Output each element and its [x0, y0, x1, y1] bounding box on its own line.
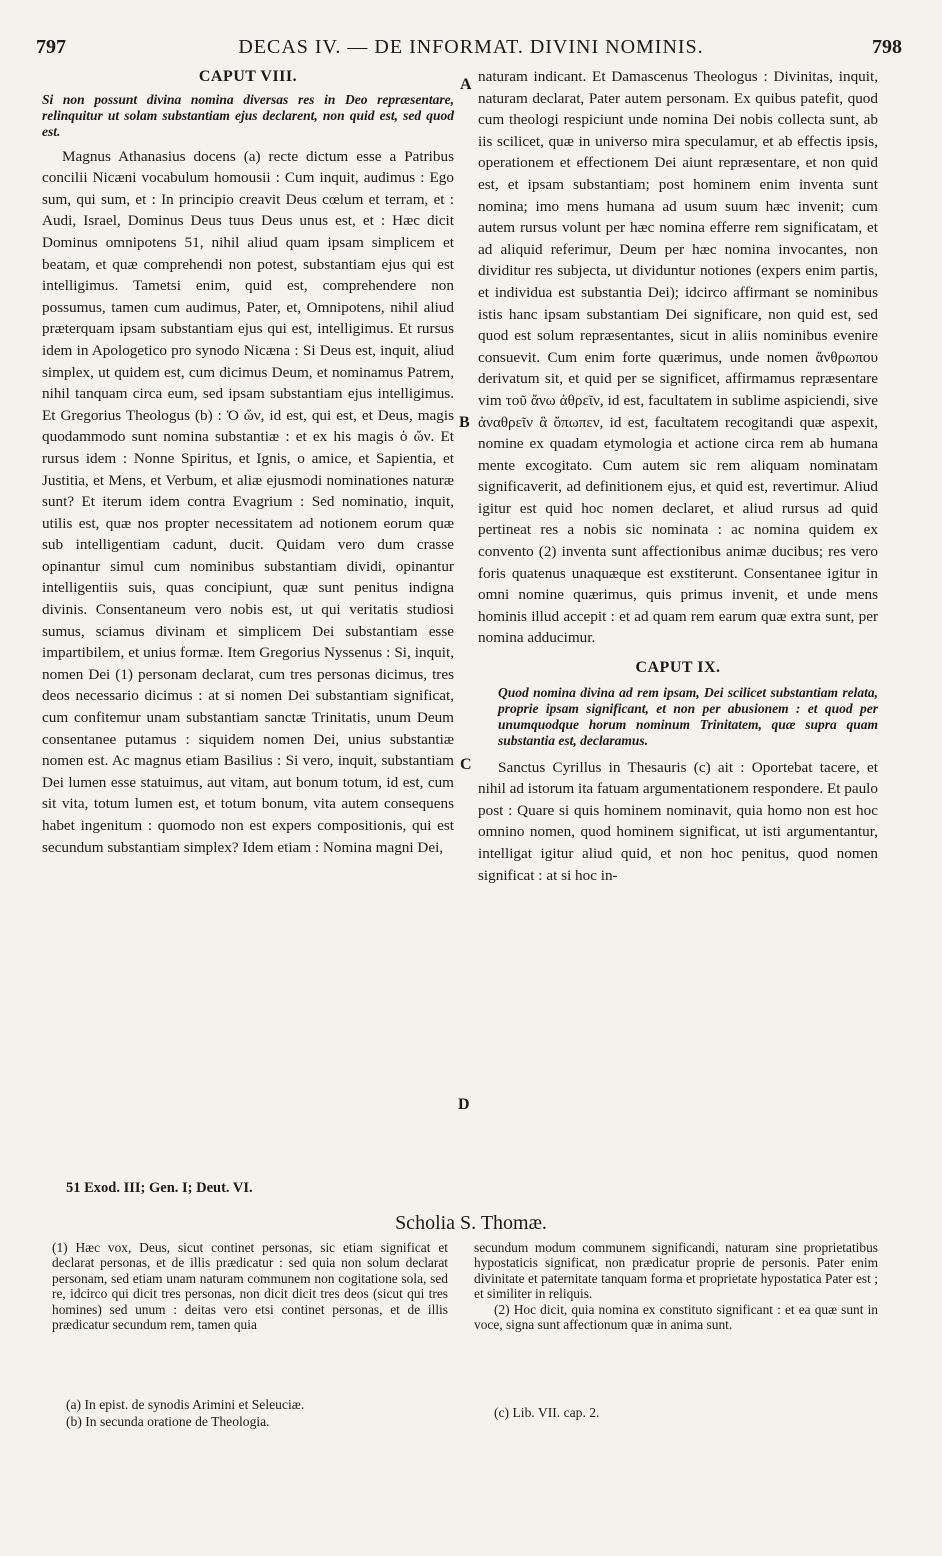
left-column: [42, 66, 454, 858]
margin-letter-a: A: [460, 76, 472, 93]
scholia-right-column: [474, 1240, 878, 1332]
scholia-note-1: (1) Hæc vox, Deus, sicut continet personas, sic etiam significat et declarat personas, et de illis prædicatur : sed quia non solum declarat personam, sed etiam unam naturam communem non cogitatione sola, sed re, idcirco qui dicit tres personas, non dicit dicit tres deos (sicut qui tres homines) sed unum : deitas vero etsi continet personas, et de illis prædicatur secundum rem, tamen quia: [52, 1240, 448, 1333]
footnote-51: 51 Exod. III; Gen. I; Deut. VI.: [66, 1180, 253, 1196]
chapter-summary-ix: Quod nomina divina ad rem ipsam, Dei scilicet substantiam relata, proprie ipsam significant, et non per abusionem : et quod per unumquodque horum nominum Trinitatem, quæ supra quam substantia est, declaramus.: [498, 684, 878, 748]
margin-letter-d: D: [458, 1096, 470, 1113]
right-column: [478, 66, 878, 886]
margin-letter-b: B: [459, 414, 470, 431]
scholia-title: Scholia S. Thomæ.: [395, 1212, 547, 1234]
chapter-summary-viii: Si non possunt divina nomina diversas res in Deo repræsentare, relinquitur ut solam substantiam ejus declarent, non quid est, sed quod est.: [42, 91, 454, 139]
scholia-note-2: (2) Hoc dicit, quia nomina ex constituto significant : et ea quæ sunt in voce, signa sunt affectionum quæ in anima sunt.: [474, 1301, 878, 1333]
chapter-heading-ix: CAPUT IX.: [635, 659, 721, 677]
chapter-heading-viii: CAPUT VIII.: [198, 68, 298, 85]
right-column-continuation: naturam indicant. Et Damascenus Theologus : Divinitas, inquit, naturam declarat, Pater autem personam. Ex quibus patefit, quod cum theologi respiciunt unde nomina Dei nobis collecta sunt, ab iis scilicet, quæ in universo mira speculamur, et ab effectis ipsis, operationem et effectionem Dei aiunt repræsentare, et non quid est, et ipsam substantiam; post hominem enim inventa sunt nomina; imo mens humana ad usum suum hæc invenit; cum autem rursus volunt per hæc nomina efferre rem significatam, et ad aliquid referimur, Deum per hæc nomina invocantes, non dividitur res subjecta, ut dividuntur notiones (expers enim partis, et individua est substantia Dei); idcirco affirmant se nominibus istis hanc ipsam substantiam Dei significare, non quid est, sed quod est solum repræsentantes, sicut in aliis nominibus evenire consuevit. Cum enim forte quærimus, unde nomen ἄνθρωπου derivatum sit, et quid per se significet, affirmamus repræsentare vim τοῦ ἄνω ἀθρεῖν, id est, facultatem in sublime aspiciendi, sive ἀναθρεῖν ἃ ὄπωπεν, id est, facultatem recogitandi quæ aspexit, nomine ex quadam etymologia et actione circa rem ab humana mente excogitato. Cum autem sic rem aliquam nominatam significaverit, ad definitionem ejus, et quid est, revertimur. Aliud igitur est quid hoc nomen declaret, et aliud rursus ad quid pertineat res a nobis sic nominata : ac nomina quidem ex convento (2) inventa sunt affectionibus animæ ducibus; res vero foris quatenus unaquæque est exstiterunt. Consentanee igitur in omni nomine quærimus, quis primus invenit, et unde mens hominis illud accepit : et ad quam rem earum quæ extra sunt, per nomina adducimur.: [478, 68, 878, 647]
footnotes-left: [66, 1396, 304, 1430]
page-number-right: 798: [872, 36, 902, 58]
page-number-left: 797: [36, 36, 66, 58]
footnote-a: (a) In epist. de synodis Arimini et Seleuciæ.: [66, 1397, 305, 1412]
chapter-viii-body: Magnus Athanasius docens (a) recte dictum esse a Patribus concilii Nicæni vocabulum homousii : Cum inquit, audimus : Ego sum, qui sum, et : In principio creavit Deus cœlum et terram, et : Audi, Israel, Dominus Deus tuus Deus unus est, et : Hæc dicit Dominus omnipotens 51, nihil aliud quam ipsam simplicem et beatam, et quæ comprehendi non potest, substantiam ejus qui est intelligimus. Tametsi enim, quid est, comprehendere non possumus, tamen cum audimus, Pater, et, Omnipotens, nihil aliud præterquam ipsam substantiam ejus qui est, intelligimus. Et rursus idem in Apologetico pro synodo Nicæna : Si Deus est, inquit, aliud simplex, ut quidem est, cum dicimus Deum, et nominamus Patrem, nihil tanquam circa eum, sed ipsam substantiam ejus intelligimus. Et Gregorius Theologus (b) : Ὁ ὤν, id est, qui est, et Deus, magis quodammodo sunt nomina substantiæ : et ex his magis ὁ ὤν. Et rursus idem : Nonne Spiritus, et Ignis, o amice, et Sapientia, et Justitia, et Mens, et Verbum, et aliæ ejusmodi nominationes naturæ sunt? Et iterum idem contra Evagrium : Sed nominatio, inquit, utilis est, quæ nos propter necessitatem ad notionem eorum quæ sub intelligentiam cadunt, ducit. Quidam vero dum crasse opinantur simul cum nominibus substantiam dividi, opinantur intelligentiis suis, quas concipiunt, quæ sunt penitus indigna divinis. Consentaneum vero nobis est, ut qui veritatis studiosi sumus, sciamus divinam et simplicem Dei substantiam esse impartibilem, et unius formæ. Item Gregorius Nyssenus : Si, inquit, nomen Dei (1) personam declarat, cum tres personas dicimus, tres deos necessario dicimus : at si nomen Dei substantiam significat, cum confitemur unam substantiam sanctæ Trinitatis, unum Deum consentanee putamus : siquidem nomen Dei, unius substantiæ nomen est. Ac magnus etiam Basilius : Si vero, inquit, substantiam Dei lumen esse statuimus, aut vitam, aut bonum totum, id est, cum sit vita, totum lumen est, et totum bonum, vita autem consequens habet ingenitum : quomodo non est expers compositionis, qui est secundum substantiam simplex? Idem etiam : Nomina magni Dei,: [42, 147, 454, 856]
running-title: DECAS IV. — DE INFORMAT. DIVINI NOMINIS.: [238, 36, 704, 58]
scholia-note-1-continued: secundum modum communem significandi, naturam sine proprietatibus hypostaticis significat, non prædicatur proprie de personis. Pater enim divinitate et paternitate tanquam forma et proprietate hypostatica Pater est ; et similiter in reliquis.: [474, 1240, 878, 1302]
margin-letter-c: C: [460, 756, 472, 773]
scholia-left-column: [52, 1240, 448, 1332]
footnote-b: (b) In secunda oratione de Theologia.: [66, 1414, 270, 1429]
chapter-ix-body: Sanctus Cyrillus in Thesauris (c) ait : Oportebat tacere, et nihil ad istorum ita fatuam argumentationem respondere. Et paulo post : Quare si quis hominem nominavit, quia homo non est hoc omnino nomen, quod hominem significat, ut isti argumentantur, intelligat igitur aliud quid, et non hoc penitus, quod nomen significat : at si hoc in-: [478, 758, 878, 884]
footnote-c: (c) Lib. VII. cap. 2.: [494, 1405, 600, 1420]
